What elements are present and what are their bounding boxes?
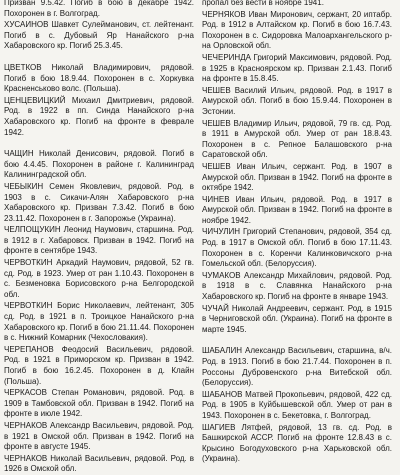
memorial-entry: ЧИЧУЛИН Григорий Степанович, рядовой, 354 сд. Род. в 1917 в Омской обл. Погиб в бою 17.11.43. Похоронен в с. Коренчи Калинковичского р-на Гомельской обл. (Белоруссия).	[202, 227, 392, 269]
memorial-entry: ЧИНЕВ Иван Ильич, рядовой. Род. в 1917 в Амурской обл. Призван в 1942. Погиб на фронте в ноябре 1942.	[202, 194, 392, 225]
memorial-entry: ЦЕНЦЕВИЦКИЙ Михаил Дмитриевич, рядовой. Род. в 1922 в пп. Синда Нанайского р-на Хабаровского кр. Погиб на фронте в феврале 1942.	[4, 95, 194, 137]
left-column	[4, 0, 194, 474]
memorial-columns	[4, 0, 392, 474]
section-gap	[202, 336, 392, 346]
memorial-entry: ЧЕРВОТКИН Аркадий Наумович, рядовой, 52 гв. сд. Род. в 1923. Умер от ран 1.10.43. Похоронен в с. Безменовка Борисовского р-на Белгородской обл.	[4, 258, 194, 299]
memorial-entry: ЧЕРНАКОВ Николай Васильевич, рядовой. Род. в 1926 в Омской обл.	[4, 453, 194, 474]
memorial-entry: ЧЕЧЕРИНДА Григорий Максимович, рядовой. Род. в 1925 в Красноярском кр. Призван 2.1.43. Погиб на фронте в 15.8.45.	[202, 52, 392, 84]
memorial-entry: пропал без вести в ноябре 1941.	[202, 0, 324, 7]
memorial-entry: ЧЕРВОТКИН Борис Николаевич, лейтенант, 305 сд. Род. в 1921 в п. Троицкое Нанайского р-на Хабаровского кр. Погиб в бою 21.11.44. Похоронен в с. Нижний Комарник (Чехословакия).	[4, 301, 194, 343]
memorial-entry: ШАБАЛИН Александр Васильевич, старшина, в/ч. Род. в 1913. Погиб в бою 21.7.44. Похоронен в п. Россоны Дубровенского р-на Витебской обл. (Белоруссия).	[202, 346, 392, 388]
memorial-entry: ШАГИЕВ Лятфей, рядовой, 13 гв. сд. Род. в Башкирской АССР. Погиб на фронте 12.8.43 в с. Крысино Богодуховского р-на Харьковской обл. (Украина).	[202, 422, 392, 464]
memorial-entry: ЧЕРКАСОВ Степан Романович, рядовой. Род. в 1909 в Тамбовской обл. Призван в 1942. Погиб на фронте в июле 1942.	[4, 388, 194, 419]
section-gap	[4, 139, 194, 149]
memorial-entry: Призван 9.5.42. Погиб в бою в декабре 1942. Похоронен в г. Волгоград.	[4, 0, 194, 18]
memorial-entry: ХУСАИНОВ Шавкет Сулейманович, ст. лейтенант. Погиб в с. Дубовый Яр Нанайского р-на Хабаровского кр. Погиб 25.3.45.	[4, 20, 194, 51]
memorial-entry: ЧАЩИН Николай Денисович, рядовой. Погиб в бою 4.4.45. Похоронен в районе г. Калининград Калининградской обл.	[4, 149, 194, 180]
memorial-entry: ЧУМАКОВ Александр Михайлович, рядовой. Род. в 1918 в с. Славянка Нанайского р-на Хабаровского кр. Погиб на фронте в январе 1943.	[202, 270, 392, 302]
memorial-entry: ЧЕЛПОЩУКИН Леонид Наумович, старшина. Род. в 1912 в г. Хабаровск. Призван в 1942. Погиб на фронте в сентябре 1943.	[4, 225, 194, 256]
right-column	[202, 0, 392, 464]
memorial-entry: ЧЕБЫКИН Семен Яковлевич, рядовой. Род. в 1903 в с. Сикачи-Алян Хабаровского р-на Хабаровского кр. Призван 7.3.42. Погиб в бою 23.11.42. Похоронен в г. Запорожье (Украина).	[4, 181, 194, 223]
memorial-entry: ЧУЧАЙ Николай Андреевич, сержант. Род. в 1915 в Черниговской обл. (Украина). Погиб на фронте в марте 1945.	[202, 303, 392, 334]
memorial-entry: ЧЕШЕВ Василий Ильич, рядовой. Род. в 1917 в Амурской обл. Погиб в бою 15.9.44. Похоронен в Эстонии.	[202, 85, 392, 116]
memorial-entry: ЧЕШЕВ Владимир Ильич, рядовой, 79 гв. сд. Род. в 1911 в Амурской обл. Умер от ран 18.8.43. Похоронен в с. Репное Балашовского р-на Саратовской обл.	[202, 118, 392, 160]
memorial-entry: ЧЕРНЯКОВ Иван Миронович, сержант, 20 иптабр. Род. в 1912 в Алтайском кр. Погиб в бою 16.7.43. Похоронен в с. Сидоровка Малоархангельского р-на Орловской обл.	[202, 9, 392, 51]
memorial-entry: ЦВЕТКОВ Николай Владимирович, рядовой. Погиб в бою 18.9.44. Похоронен в с. Хоркувка Красненськово волс. (Польша).	[4, 62, 194, 94]
section-gap	[4, 53, 194, 63]
memorial-entry: ШАБАНОВ Матвей Прокопьевич, рядовой, 422 сд. Род. в 1905 в Куйбышевской обл. Умер от ран в 1943. Похоронен в с. Бекетовка, г. Волгоград.	[202, 389, 392, 420]
memorial-entry: ЧЕРЕПАНОВ Феодосий Васильевич, рядовой. Род. в 1921 в Приморском кр. Призван в 1942. Погиб в бою 16.2.45. Похоронен в д. Клайн (Польша).	[4, 344, 194, 386]
memorial-entry: ЧЕРНАКОВ Александр Васильевич, рядовой. Род. в 1921 в Омской обл. Призван в 1942. Погиб на фронте в августе 1945.	[4, 420, 194, 452]
memorial-entry: ЧЕШЕВ Иван Ильич, сержант. Род. в 1907 в Амурской обл. Призван в 1942. Погиб на фронте в октябре 1942.	[202, 161, 392, 193]
